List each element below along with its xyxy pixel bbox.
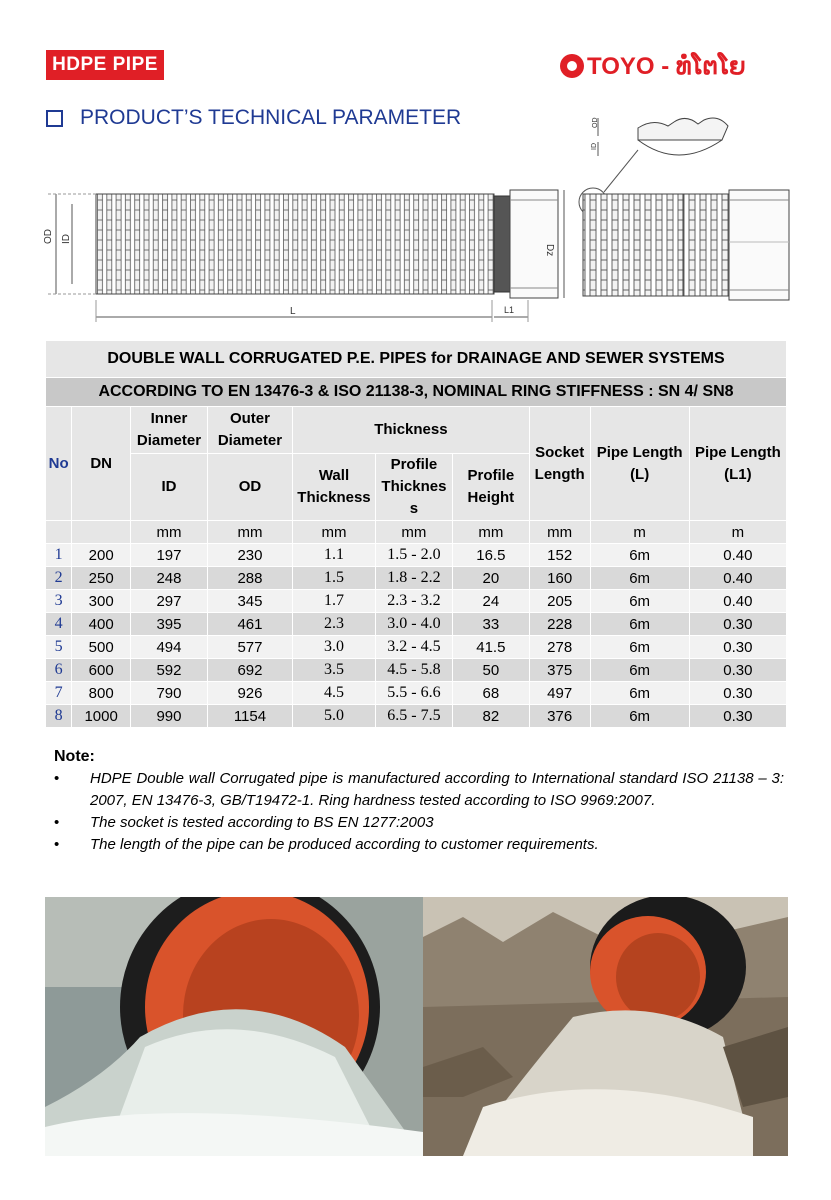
unit-cell: m (689, 521, 786, 544)
table-cell: 6m (590, 544, 689, 567)
table-cell: 2.3 (292, 613, 375, 636)
col-header-inner-diameter: Inner Diameter (131, 407, 208, 454)
product-badge: HDPE PIPE (46, 50, 164, 80)
table-cell: 461 (207, 613, 292, 636)
table-cell: 1 (46, 544, 72, 567)
dz-label: Dz (544, 244, 555, 257)
table-cell: 692 (207, 659, 292, 682)
table-cell: 2.3 - 3.2 (375, 590, 452, 613)
note-item (54, 834, 784, 856)
table-cell: 990 (131, 705, 208, 728)
photo-pipe-outlet-concrete (45, 897, 423, 1156)
table-cell: 200 (72, 544, 131, 567)
table-cell: 82 (452, 705, 529, 728)
table-cell: 500 (72, 636, 131, 659)
unit-cell: mm (292, 521, 375, 544)
table-cell: 0.30 (689, 659, 786, 682)
col-header-od: OD (207, 454, 292, 521)
table-cell: 376 (529, 705, 590, 728)
table-row (46, 636, 787, 659)
table-cell: 6m (590, 567, 689, 590)
table-cell: 278 (529, 636, 590, 659)
table-cell: 6.5 - 7.5 (375, 705, 452, 728)
table-cell: 6m (590, 613, 689, 636)
table-cell: 592 (131, 659, 208, 682)
col-header-no: No (46, 407, 72, 521)
unit-cell: mm (375, 521, 452, 544)
table-cell: 8 (46, 705, 72, 728)
brand-name: TOYO - ທໍ່ໂຕໂຍ (587, 52, 746, 80)
table-cell: 68 (452, 682, 529, 705)
notes-section (54, 748, 784, 856)
unit-cell: mm (452, 521, 529, 544)
table-cell: 0.30 (689, 682, 786, 705)
table-title: DOUBLE WALL CORRUGATED P.E. PIPES for DRAINAGE AND SEWER SYSTEMS (46, 341, 787, 378)
col-header-thickness: Thickness (292, 407, 529, 454)
table-cell: 205 (529, 590, 590, 613)
table-cell: 7 (46, 682, 72, 705)
table-cell: 926 (207, 682, 292, 705)
table-cell: 400 (72, 613, 131, 636)
id-label: ID (61, 234, 72, 244)
table-cell: 0.40 (689, 544, 786, 567)
table-cell: 228 (529, 613, 590, 636)
table-cell: 0.40 (689, 590, 786, 613)
note-item (54, 768, 784, 812)
table-cell: 497 (529, 682, 590, 705)
table-cell: 345 (207, 590, 292, 613)
table-cell: 1000 (72, 705, 131, 728)
table-cell: 6 (46, 659, 72, 682)
unit-cell: m (590, 521, 689, 544)
unit-cell: mm (207, 521, 292, 544)
l-label: L (290, 306, 296, 317)
table-row (46, 567, 787, 590)
table-cell: 24 (452, 590, 529, 613)
table-cell: 375 (529, 659, 590, 682)
table-body (46, 544, 787, 728)
table-cell: 2 (46, 567, 72, 590)
table-cell: 160 (529, 567, 590, 590)
od-label: OD (43, 229, 54, 244)
table-cell: 0.30 (689, 705, 786, 728)
table-cell: 5.0 (292, 705, 375, 728)
table-cell: 16.5 (452, 544, 529, 567)
col-header-id: ID (131, 454, 208, 521)
units-row (46, 521, 787, 544)
unit-cell (46, 521, 72, 544)
col-header-pipe-length-l: Pipe Length (L) (590, 407, 689, 521)
table-cell: 300 (72, 590, 131, 613)
table-cell: 1.7 (292, 590, 375, 613)
table-cell: 50 (452, 659, 529, 682)
bullet-icon: • (54, 836, 60, 853)
bullet-icon: • (54, 770, 60, 787)
svg-text:ID: ID (591, 143, 598, 150)
unit-cell: mm (131, 521, 208, 544)
table-row (46, 544, 787, 567)
table-cell: 577 (207, 636, 292, 659)
table-cell: 5.5 - 6.6 (375, 682, 452, 705)
col-header-pipe-length-l1: Pipe Length (L1) (689, 407, 786, 521)
table-cell: 0.40 (689, 567, 786, 590)
table-cell: 33 (452, 613, 529, 636)
col-header-socket-length: Socket Length (529, 407, 590, 521)
table-cell: 6m (590, 705, 689, 728)
table-cell: 1154 (207, 705, 292, 728)
table-cell: 297 (131, 590, 208, 613)
table-cell: 41.5 (452, 636, 529, 659)
table-cell: 800 (72, 682, 131, 705)
table-cell: 3.5 (292, 659, 375, 682)
table-cell: 1.1 (292, 544, 375, 567)
note-item (54, 812, 784, 834)
table-cell: 6m (590, 590, 689, 613)
table-cell: 3.2 - 4.5 (375, 636, 452, 659)
unit-cell: mm (529, 521, 590, 544)
table-cell: 494 (131, 636, 208, 659)
unit-cell (72, 521, 131, 544)
table-cell: 4.5 - 5.8 (375, 659, 452, 682)
table-cell: 600 (72, 659, 131, 682)
col-header-outer-diameter: Outer Diameter (207, 407, 292, 454)
note-text: The length of the pipe can be produced according to customer requirements. (90, 836, 599, 853)
table-row (46, 659, 787, 682)
toyo-logo-icon (560, 54, 584, 78)
notes-title: Note: (54, 748, 95, 765)
table-cell: 0.30 (689, 613, 786, 636)
table-cell: 250 (72, 567, 131, 590)
table-cell: 288 (207, 567, 292, 590)
table-cell: 790 (131, 682, 208, 705)
note-text: The socket is tested according to BS EN 1277:2003 (90, 814, 434, 831)
col-header-profile-thickness: Profile Thicknes s (375, 454, 452, 521)
note-text: HDPE Double wall Corrugated pipe is manufactured according to International standard ISO 21138 – 3: 2007, EN 13476-3, GB/T19472-1. Ring hardness tested according to ISO 9969:2007. (90, 770, 784, 809)
table-cell: 230 (207, 544, 292, 567)
table-row (46, 705, 787, 728)
col-header-profile-height: Profile Height (452, 454, 529, 521)
table-cell: 1.5 (292, 567, 375, 590)
table-cell: 4.5 (292, 682, 375, 705)
table-cell: 20 (452, 567, 529, 590)
brand-logo (560, 48, 746, 84)
table-cell: 5 (46, 636, 72, 659)
table-row (46, 590, 787, 613)
table-row (46, 613, 787, 636)
table-cell: 197 (131, 544, 208, 567)
photo-pipe-outlet-creek (423, 897, 788, 1156)
table-cell: 0.30 (689, 636, 786, 659)
spec-table (45, 340, 787, 728)
table-cell: 4 (46, 613, 72, 636)
table-cell: 1.5 - 2.0 (375, 544, 452, 567)
col-header-dn: DN (72, 407, 131, 521)
l1-label: L1 (504, 305, 515, 315)
table-cell: 6m (590, 636, 689, 659)
table-cell: 1.8 - 2.2 (375, 567, 452, 590)
table-row (46, 682, 787, 705)
col-header-wall-thickness: Wall Thickness (292, 454, 375, 521)
pipe-technical-drawing (38, 110, 798, 335)
svg-text:OD: OD (592, 117, 599, 128)
table-cell: 3.0 (292, 636, 375, 659)
section-title: PRODUCT’S TECHNICAL PARAMETER (80, 106, 462, 129)
table-cell: 152 (529, 544, 590, 567)
table-subtitle: ACCORDING TO EN 13476-3 & ISO 21138-3, NOMINAL RING STIFFNESS : SN 4/ SN8 (46, 378, 787, 407)
table-cell: 6m (590, 659, 689, 682)
table-cell: 3 (46, 590, 72, 613)
table-cell: 248 (131, 567, 208, 590)
table-cell: 3.0 - 4.0 (375, 613, 452, 636)
table-cell: 395 (131, 613, 208, 636)
table-cell: 6m (590, 682, 689, 705)
bullet-icon: • (54, 814, 60, 831)
